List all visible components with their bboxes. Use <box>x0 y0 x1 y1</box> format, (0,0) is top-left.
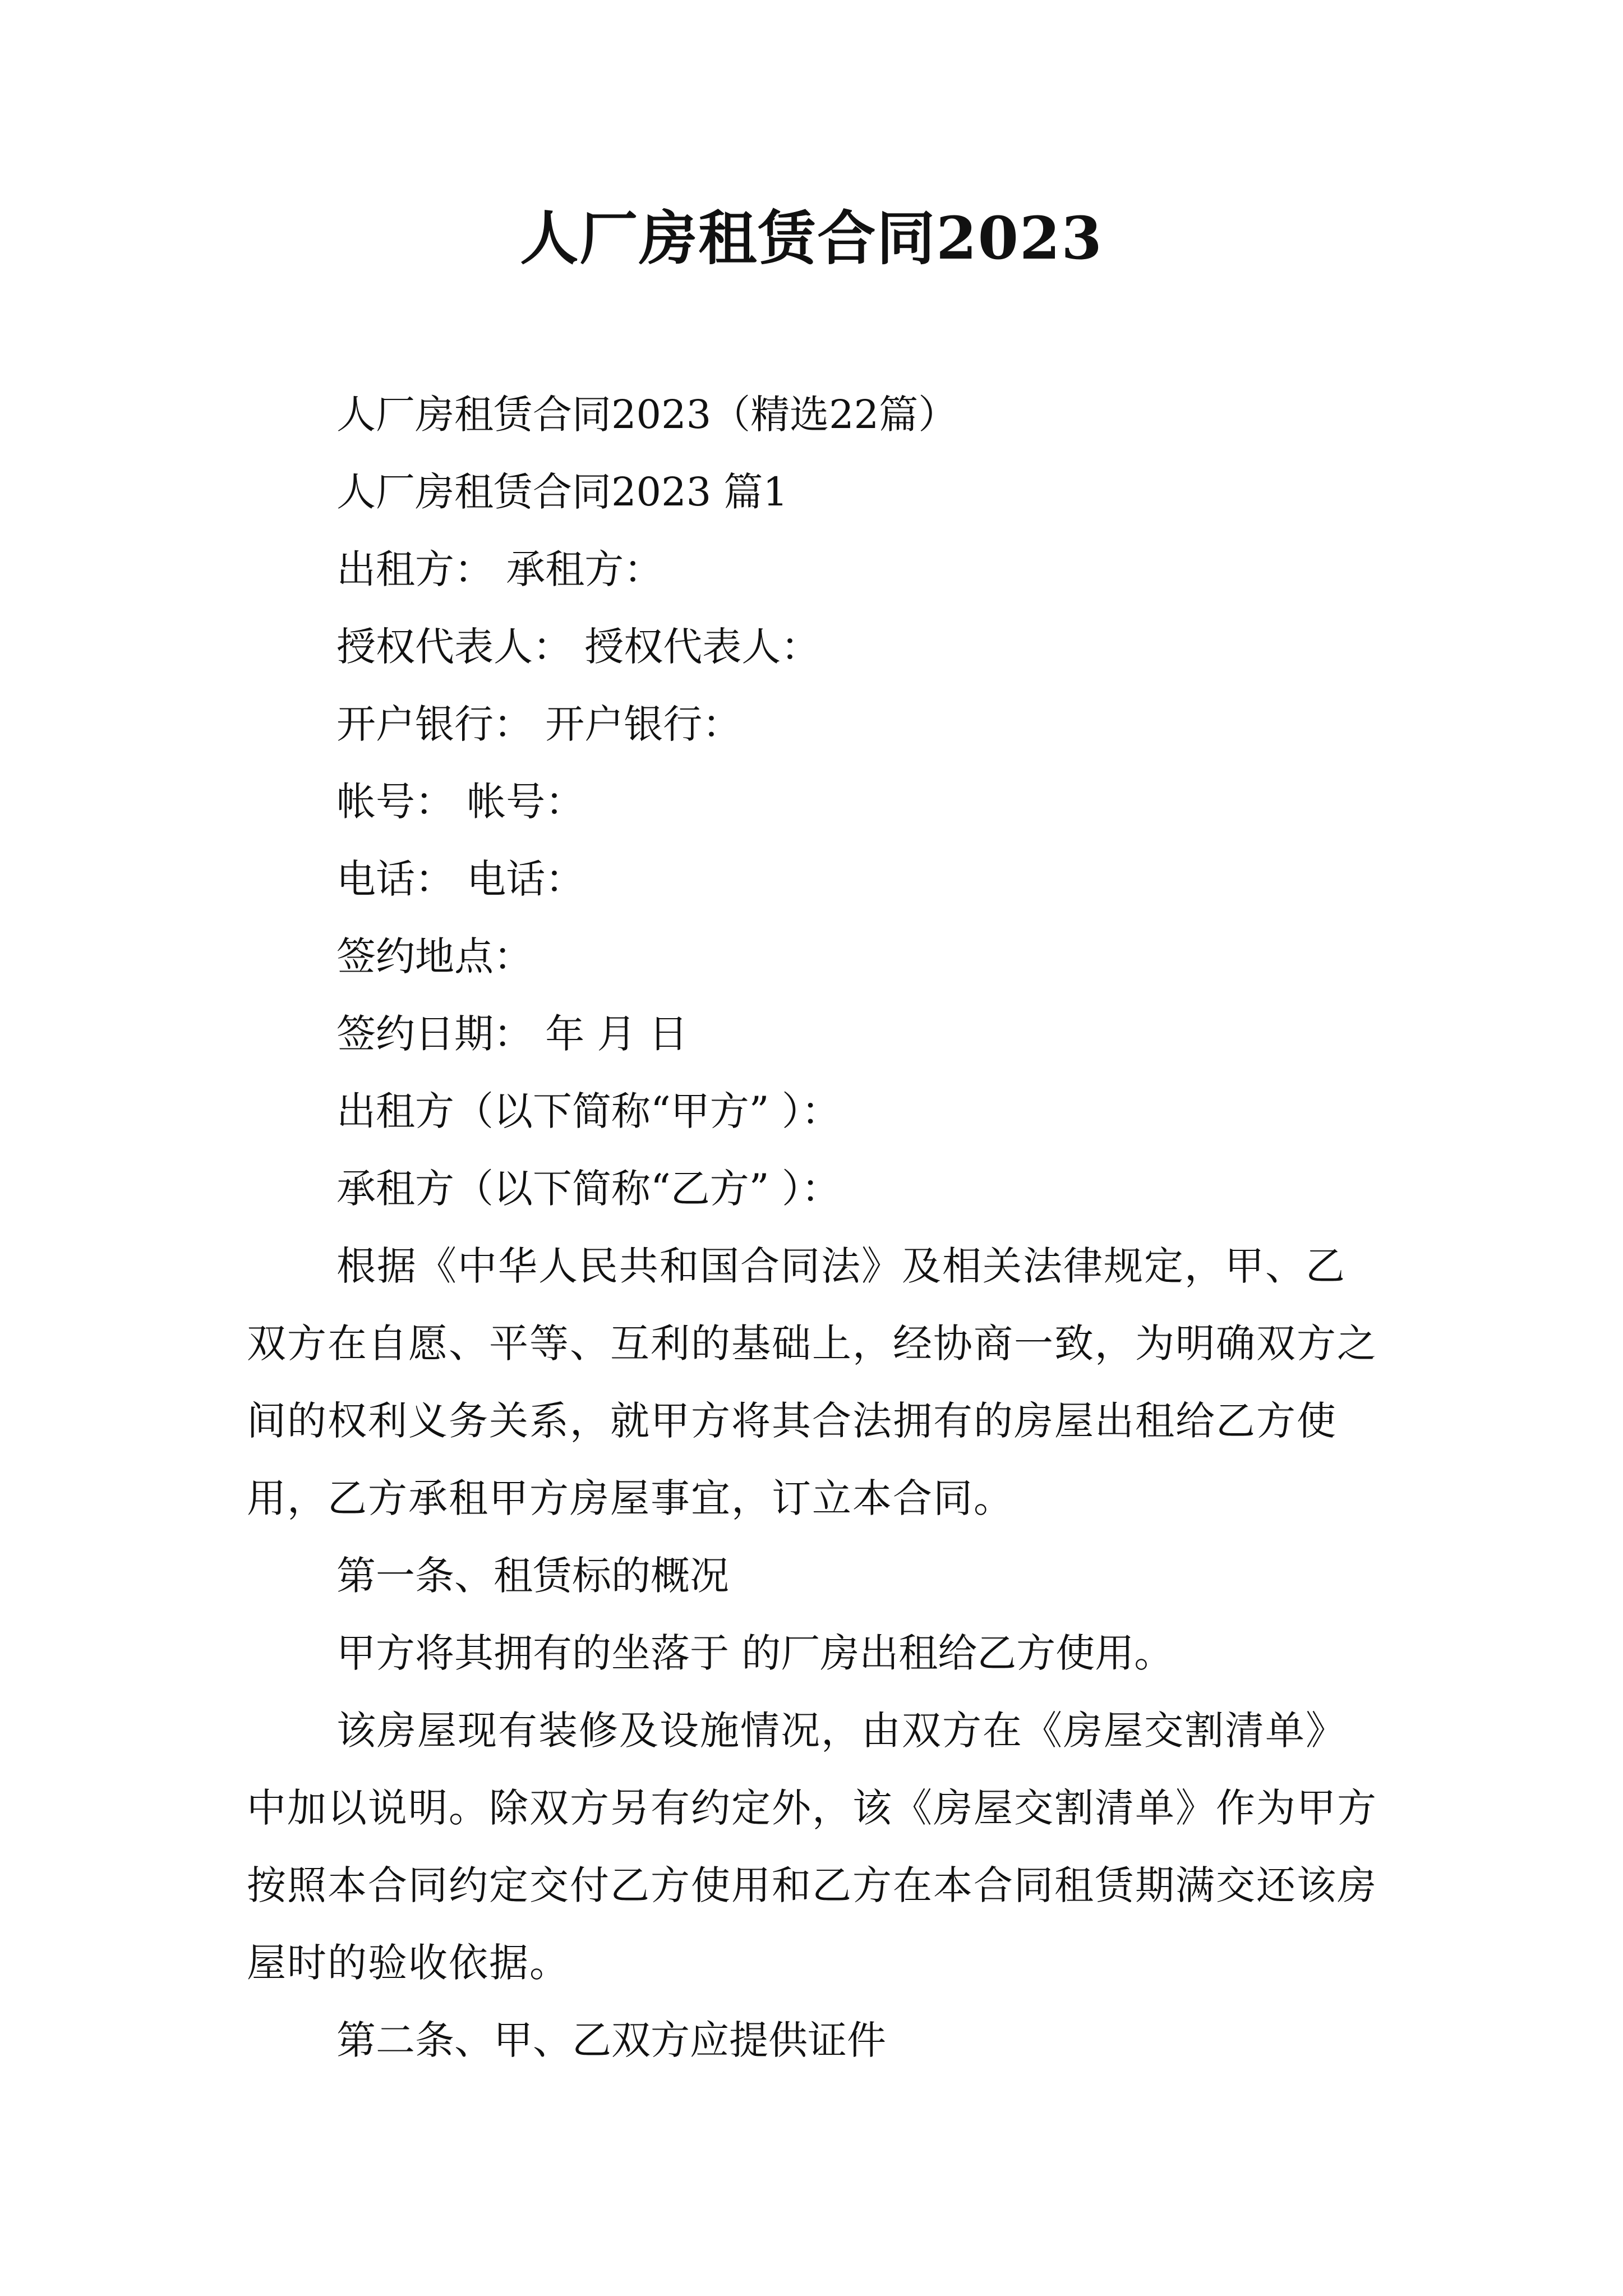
bank-line: 开户银行： 开户银行： <box>336 701 742 747</box>
intro-paragraph: 根据《中华人民共和国合同法》及相关法律规定，甲、乙双方在自愿、平等、互利的基础上，经协商一致，为明确双方之间的权利义务关系，就甲方将其合法拥有的房屋出租给乙方使用，乙方承租甲方房屋事宜，订立本合同。 <box>247 1243 1377 1521</box>
authorized-representative-line: 授权代表人： 授权代表人： <box>336 624 820 670</box>
account-line: 帐号： 帐号： <box>336 779 585 825</box>
subtitle-line: 人厂房租赁合同2023（精选22篇） <box>336 392 958 438</box>
handover-paragraph: 该房屋现有装修及设施情况，由双方在《房屋交割清单》中加以说明。除双方另有约定外，该《房屋交割清单》作为甲方按照本合同约定交付乙方使用和乙方在本合同租赁期满交还该房屋时的验收依据。 <box>247 1708 1377 1986</box>
lessor-lessee-line: 出租方： 承租方： <box>336 546 663 592</box>
party-b-line: 承租方（以下简称“乙方” ）： <box>336 1166 841 1212</box>
article-1-text: 甲方将其拥有的坐落于 的厂房出租给乙方使用。 <box>336 1630 1174 1676</box>
party-a-line: 出租方（以下简称“甲方” ）： <box>336 1088 841 1134</box>
document-title: 人厂房租赁合同2023 <box>520 204 1103 273</box>
phone-line: 电话： 电话： <box>336 856 585 902</box>
article-1-heading: 第一条、租赁标的概况 <box>336 1553 729 1599</box>
signing-place-line: 签约地点： <box>336 933 533 979</box>
article-2-heading: 第二条、甲、乙双方应提供证件 <box>336 2017 886 2063</box>
document-body <box>247 376 1385 2079</box>
section-heading: 人厂房租赁合同2023 篇1 <box>336 469 788 515</box>
signing-date-line: 签约日期： 年 月 日 <box>336 1011 688 1057</box>
